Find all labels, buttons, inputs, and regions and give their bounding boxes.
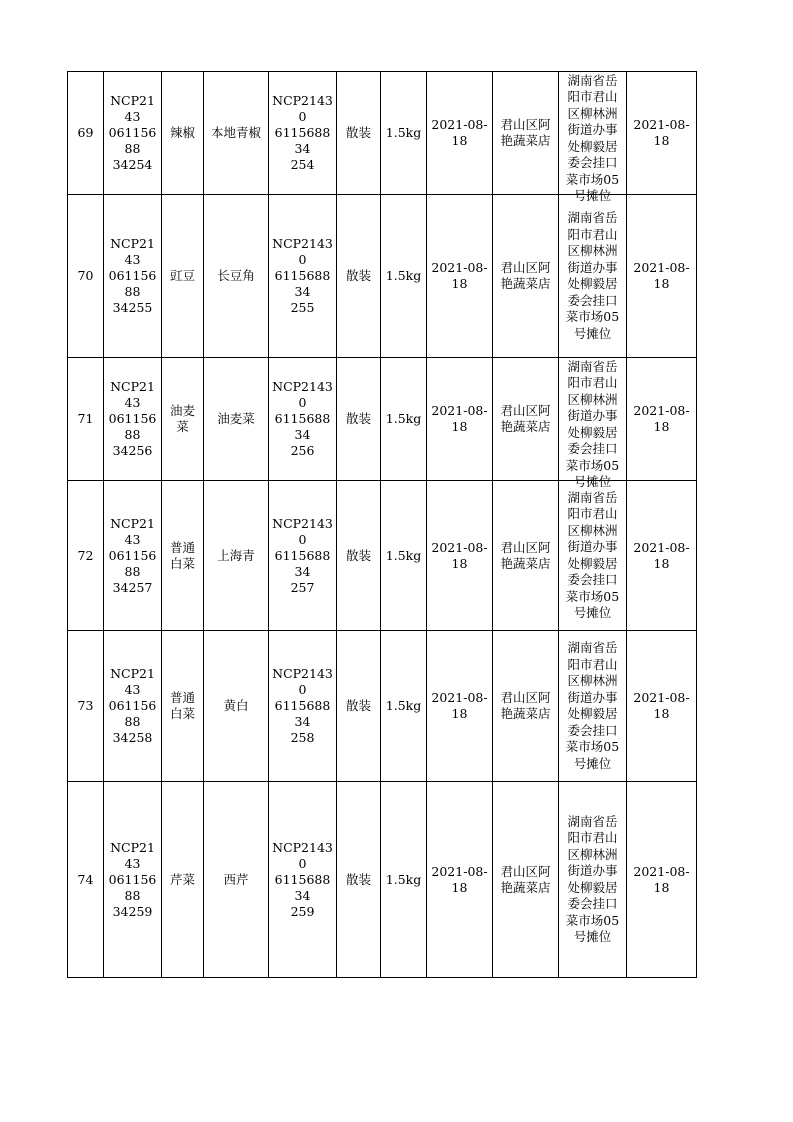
- address-cell-line: 区柳林洲: [567, 522, 618, 538]
- address-cell-line: 委会挂口: [567, 155, 618, 170]
- address-cell-line: 街道办事: [567, 539, 618, 554]
- shop-cell: [493, 358, 559, 481]
- package-cell: [337, 195, 381, 358]
- sample-id-cell-line: 34259: [112, 903, 153, 919]
- production-date-cell-line: 18: [451, 133, 468, 148]
- address-cell-line: 街道办事: [567, 863, 618, 878]
- address-cell-line: 区柳林洲: [567, 391, 618, 407]
- sample-name-cell: [204, 631, 269, 782]
- check-date-cell: [627, 195, 697, 358]
- table-row: [68, 195, 697, 358]
- shop-cell-line: 艳蔬菜店: [500, 133, 551, 148]
- sample-name-cell-line: 本地青椒: [210, 125, 261, 140]
- sample-id-cell-line: NCP2143: [110, 236, 155, 267]
- sample-table: [67, 71, 697, 978]
- check-date-cell: [627, 631, 697, 782]
- package-cell-text: 散装: [345, 698, 371, 713]
- row-number-text: 69: [77, 125, 94, 140]
- table-row: [68, 481, 697, 631]
- sample-id-cell-line: 34254: [112, 157, 153, 172]
- category-cell-line: 豇豆: [169, 268, 195, 283]
- quantity-cell: [381, 358, 427, 481]
- address-cell-line: 阳市君山: [567, 506, 618, 521]
- check-date-cell: [627, 72, 697, 195]
- address-cell-line: 阳市君山: [567, 375, 618, 390]
- sample-id-cell: [104, 481, 162, 631]
- code-cell-line: NCP21430: [272, 839, 333, 871]
- category-cell-line: 白菜: [169, 555, 195, 571]
- code-cell: [269, 631, 337, 782]
- row-number: [68, 782, 104, 978]
- shop-cell: [493, 72, 559, 195]
- address-cell: [559, 481, 627, 631]
- address-cell-line: 号摊位: [573, 929, 612, 944]
- row-number: [68, 72, 104, 195]
- address-cell-line: 处柳毅居: [567, 706, 618, 721]
- sample-id-cell: [104, 631, 162, 782]
- table-body: [68, 72, 697, 978]
- production-date-cell-line: 18: [451, 706, 468, 721]
- production-date-cell-line: 2021-08-: [431, 863, 488, 879]
- address-cell-line: 处柳毅居: [567, 424, 618, 440]
- address-cell: [559, 782, 627, 978]
- code-cell-line: NCP21430: [272, 236, 333, 267]
- code-cell-line: 255: [290, 300, 315, 315]
- production-date-cell-line: 2021-08-: [431, 117, 488, 132]
- shop-cell-line: 君山区阿: [500, 260, 551, 275]
- category-cell: [162, 195, 204, 358]
- code-cell-line: 611568834: [274, 125, 331, 156]
- address-cell-line: 湖南省岳: [567, 72, 618, 88]
- production-date-cell: [427, 195, 493, 358]
- shop-cell-line: 君山区阿: [500, 403, 551, 418]
- production-date-cell: [427, 358, 493, 481]
- check-date-cell: [627, 358, 697, 481]
- code-cell-line: NCP21430: [272, 515, 333, 547]
- code-cell-line: 611568834: [274, 411, 331, 442]
- category-cell: [162, 631, 204, 782]
- sample-id-cell-line: 34255: [112, 300, 153, 315]
- production-date-cell-line: 18: [451, 276, 468, 291]
- sample-id-cell-line: 06115688: [108, 125, 157, 156]
- quantity-cell: [381, 631, 427, 782]
- row-number: [68, 358, 104, 481]
- address-cell-line: 委会挂口: [567, 292, 618, 308]
- check-date-cell-text: 2021-08-18: [633, 539, 690, 571]
- shop-cell-line: 君山区阿: [500, 863, 551, 879]
- production-date-cell: [427, 631, 493, 782]
- address-cell: [559, 195, 627, 358]
- code-cell-line: 257: [290, 579, 315, 595]
- sample-id-cell-line: NCP2143: [110, 379, 155, 410]
- category-cell-line: 普通: [169, 539, 195, 555]
- address-cell-line: 委会挂口: [567, 572, 618, 587]
- address-cell-line: 菜市场05: [565, 588, 620, 604]
- address-cell-line: 菜市场05: [565, 739, 620, 754]
- sample-id-cell: [104, 358, 162, 481]
- address-cell-line: 区柳林洲: [567, 846, 618, 862]
- address-cell-line: 处柳毅居: [567, 138, 618, 154]
- package-cell: [337, 782, 381, 978]
- sample-name-cell: [204, 195, 269, 358]
- sample-id-cell-line: 34256: [112, 443, 153, 458]
- production-date-cell-line: 2021-08-: [431, 260, 488, 275]
- address-cell-line: 号摊位: [573, 605, 612, 620]
- address-cell-line: 区柳林洲: [567, 243, 618, 258]
- quantity-cell: [381, 72, 427, 195]
- address-cell: [559, 631, 627, 782]
- sample-name-cell-line: 油麦菜: [217, 411, 255, 426]
- address-cell-line: 湖南省岳: [567, 210, 618, 225]
- shop-cell: [493, 782, 559, 978]
- sample-id-cell-line: 06115688: [108, 871, 157, 903]
- shop-cell-line: 艳蔬菜店: [500, 879, 551, 895]
- sample-name-cell: [204, 481, 269, 631]
- production-date-cell-line: 18: [451, 419, 468, 434]
- category-cell: [162, 782, 204, 978]
- code-cell-line: NCP21430: [272, 379, 333, 410]
- check-date-cell: [627, 481, 697, 631]
- check-date-cell: [627, 782, 697, 978]
- sample-id-cell: [104, 782, 162, 978]
- address-cell-line: 委会挂口: [567, 722, 618, 738]
- quantity-cell: [381, 782, 427, 978]
- package-cell: [337, 481, 381, 631]
- address-cell-line: 阳市君山: [567, 226, 618, 242]
- category-cell-line: 辣椒: [169, 125, 195, 140]
- sample-name-cell-line: 西芹: [223, 871, 249, 887]
- shop-cell: [493, 195, 559, 358]
- sample-name-cell-line: 黄白: [223, 698, 249, 713]
- address-cell-line: 湖南省岳: [567, 358, 618, 374]
- production-date-cell-line: 2021-08-: [431, 539, 488, 555]
- row-number: [68, 631, 104, 782]
- sample-name-cell-line: 上海青: [217, 547, 255, 563]
- sample-id-cell: [104, 195, 162, 358]
- shop-cell: [493, 481, 559, 631]
- category-cell-line: 芹菜: [169, 871, 195, 887]
- sample-id-cell-line: 34257: [112, 579, 153, 595]
- address-cell-line: 菜市场05: [565, 912, 620, 928]
- address-cell-line: 号摊位: [573, 474, 612, 489]
- address-cell-line: 阳市君山: [567, 89, 618, 104]
- sample-id-cell-line: 06115688: [108, 698, 157, 729]
- package-cell: [337, 631, 381, 782]
- row-number: [68, 481, 104, 631]
- production-date-cell: [427, 481, 493, 631]
- address-cell-line: 号摊位: [573, 188, 612, 203]
- row-number-text: 72: [77, 547, 94, 563]
- address-cell: [559, 358, 627, 489]
- package-cell-text: 散装: [345, 268, 371, 283]
- address-cell-line: 湖南省岳: [567, 813, 618, 829]
- address-cell-line: 街道办事: [567, 408, 618, 423]
- package-cell-text: 散装: [345, 547, 371, 563]
- production-date-cell-line: 2021-08-: [431, 403, 488, 418]
- category-cell-line: 白菜: [169, 706, 195, 721]
- address-cell-line: 区柳林洲: [567, 673, 618, 688]
- shop-cell-line: 君山区阿: [500, 117, 551, 132]
- production-date-cell-line: 18: [451, 555, 468, 571]
- sample-name-cell: [204, 782, 269, 978]
- quantity-cell-text: 1.5kg: [385, 871, 422, 887]
- shop-cell-line: 艳蔬菜店: [500, 706, 551, 721]
- category-cell-line: 油麦: [169, 403, 195, 418]
- shop-cell-line: 君山区阿: [500, 539, 551, 555]
- quantity-cell-text: 1.5kg: [385, 698, 422, 713]
- sample-name-cell: [204, 358, 269, 481]
- code-cell: [269, 358, 337, 481]
- sample-id-cell-line: NCP2143: [110, 515, 155, 547]
- quantity-cell-text: 1.5kg: [385, 268, 422, 283]
- code-cell-line: NCP21430: [272, 93, 333, 124]
- category-cell: [162, 72, 204, 195]
- address-cell-line: 处柳毅居: [567, 555, 618, 571]
- address-cell-line: 湖南省岳: [567, 640, 618, 655]
- address-cell-line: 街道办事: [567, 689, 618, 705]
- address-cell-line: 菜市场05: [565, 171, 620, 187]
- sample-id-cell-line: NCP2143: [110, 666, 155, 697]
- check-date-cell-text: 2021-08-18: [633, 863, 690, 895]
- row-number: [68, 195, 104, 358]
- address-cell-line: 菜市场05: [565, 309, 620, 324]
- check-date-cell-text: 2021-08-18: [633, 403, 690, 434]
- address-cell-line: 阳市君山: [567, 830, 618, 845]
- code-cell: [269, 195, 337, 358]
- code-cell-line: 611568834: [274, 871, 331, 903]
- row-number-text: 71: [77, 411, 94, 426]
- address-cell-line: 委会挂口: [567, 441, 618, 456]
- quantity-cell-text: 1.5kg: [385, 547, 422, 563]
- quantity-cell: [381, 481, 427, 631]
- package-cell-text: 散装: [345, 125, 371, 140]
- check-date-cell-text: 2021-08-18: [633, 260, 690, 291]
- code-cell-line: 254: [290, 157, 315, 172]
- category-cell-line: 普通: [169, 690, 195, 705]
- row-number-text: 74: [77, 871, 94, 887]
- code-cell-line: 259: [290, 903, 315, 919]
- shop-cell-line: 艳蔬菜店: [500, 276, 551, 291]
- production-date-cell: [427, 72, 493, 195]
- row-number-text: 70: [77, 268, 94, 283]
- address-cell-line: 街道办事: [567, 122, 618, 137]
- address-cell-line: 街道办事: [567, 259, 618, 275]
- sample-id-cell-line: NCP2143: [110, 93, 155, 124]
- address-cell-line: 菜市场05: [565, 457, 620, 473]
- sample-id-cell-line: NCP2143: [110, 839, 155, 871]
- sample-id-cell-line: 06115688: [108, 268, 157, 299]
- production-date-cell: [427, 782, 493, 978]
- production-date-cell-line: 2021-08-: [431, 690, 488, 705]
- address-cell: [559, 72, 627, 203]
- quantity-cell-text: 1.5kg: [385, 411, 422, 426]
- package-cell-text: 散装: [345, 411, 371, 426]
- category-cell: [162, 481, 204, 631]
- address-cell-line: 湖南省岳: [567, 489, 618, 505]
- sample-id-cell: [104, 72, 162, 195]
- check-date-cell-text: 2021-08-18: [633, 690, 690, 721]
- check-date-cell-text: 2021-08-18: [633, 117, 690, 148]
- category-cell-line: 菜: [176, 419, 189, 434]
- code-cell: [269, 72, 337, 195]
- address-cell-line: 处柳毅居: [567, 879, 618, 895]
- address-cell-line: 号摊位: [573, 755, 612, 771]
- address-cell-line: 阳市君山: [567, 656, 618, 672]
- quantity-cell: [381, 195, 427, 358]
- quantity-cell-text: 1.5kg: [385, 125, 422, 140]
- shop-cell-line: 艳蔬菜店: [500, 419, 551, 434]
- shop-cell-line: 艳蔬菜店: [500, 555, 551, 571]
- sample-name-cell-line: 长豆角: [217, 268, 255, 283]
- code-cell-line: 611568834: [274, 698, 331, 729]
- package-cell: [337, 358, 381, 481]
- production-date-cell-line: 18: [451, 879, 468, 895]
- shop-cell-line: 君山区阿: [500, 690, 551, 705]
- code-cell-line: NCP21430: [272, 666, 333, 697]
- shop-cell: [493, 631, 559, 782]
- sample-id-cell-line: 34258: [112, 730, 153, 745]
- sample-id-cell-line: 06115688: [108, 411, 157, 442]
- table-row: [68, 358, 697, 481]
- package-cell-text: 散装: [345, 871, 371, 887]
- sample-name-cell: [204, 72, 269, 195]
- address-cell-line: 委会挂口: [567, 896, 618, 911]
- table-row: [68, 72, 697, 195]
- table-row: [68, 782, 697, 978]
- address-cell-line: 号摊位: [573, 325, 612, 341]
- address-cell-line: 区柳林洲: [567, 105, 618, 121]
- code-cell: [269, 481, 337, 631]
- table-row: [68, 631, 697, 782]
- code-cell-line: 258: [290, 730, 315, 745]
- row-number-text: 73: [77, 698, 94, 713]
- category-cell: [162, 358, 204, 481]
- code-cell-line: 256: [290, 443, 315, 458]
- package-cell: [337, 72, 381, 195]
- code-cell-line: 611568834: [274, 268, 331, 299]
- code-cell-line: 611568834: [274, 547, 331, 579]
- code-cell: [269, 782, 337, 978]
- sample-id-cell-line: 06115688: [108, 547, 157, 579]
- address-cell-line: 处柳毅居: [567, 276, 618, 291]
